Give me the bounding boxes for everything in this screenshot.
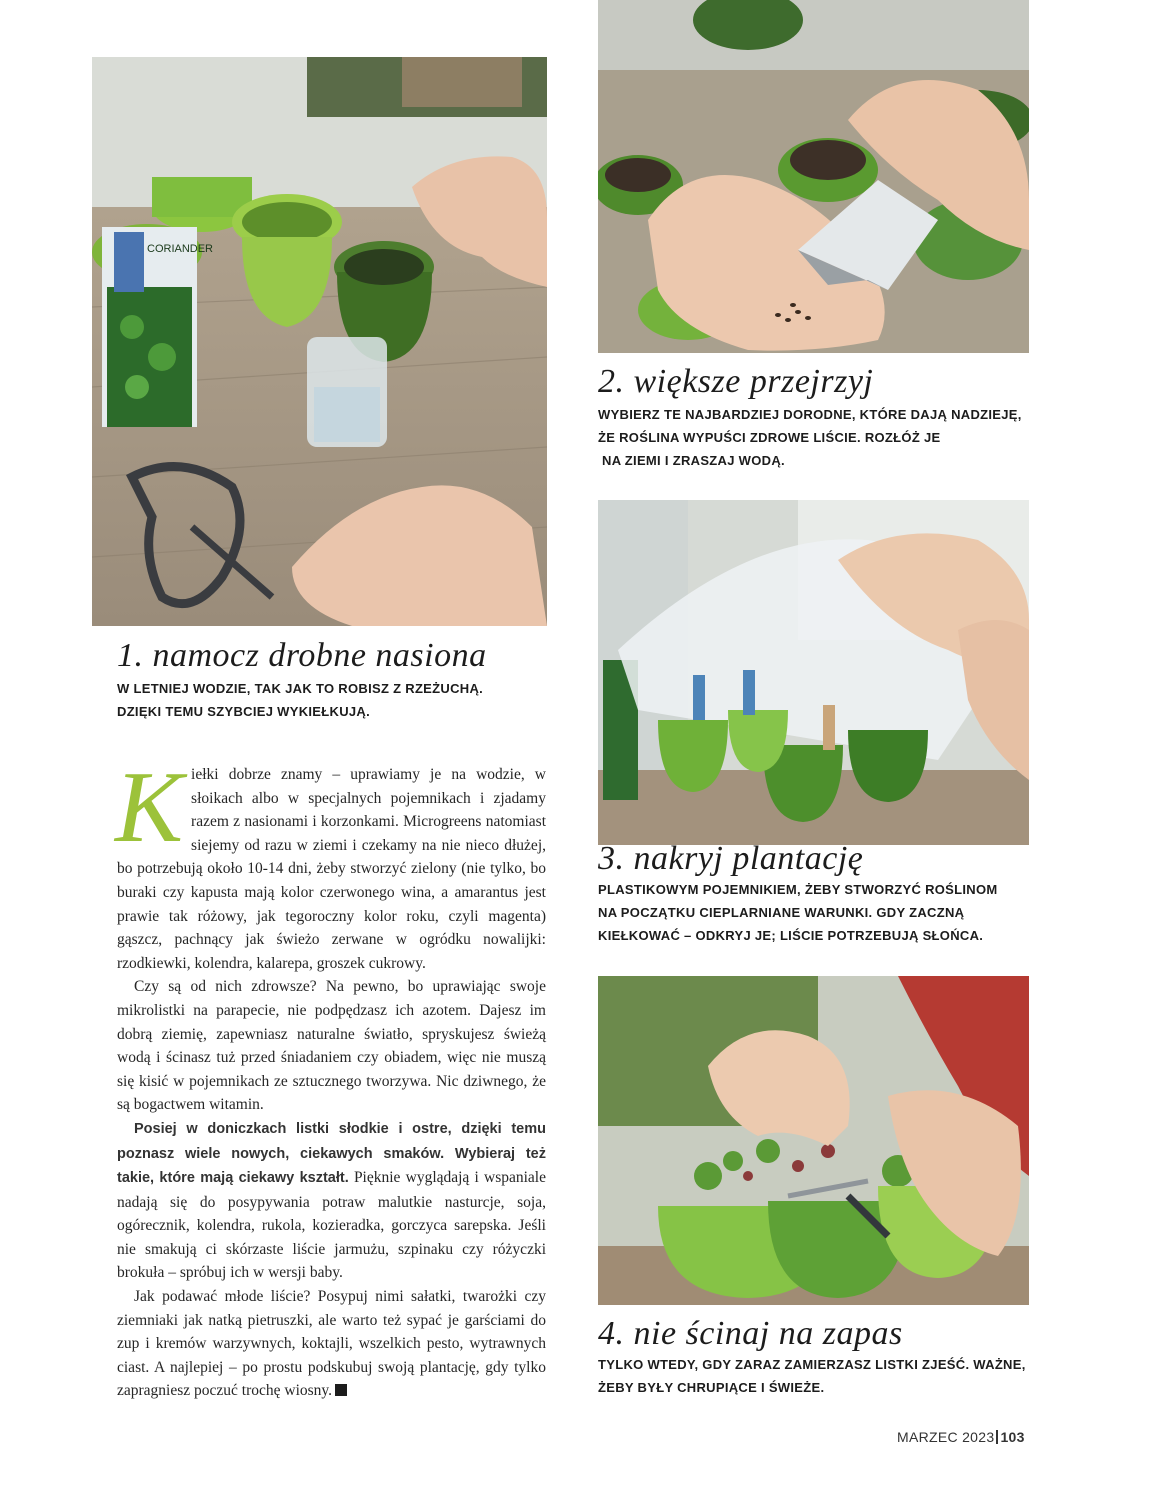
step-4-line: ŻEBY BYŁY CHRUPIĄCE I ŚWIEŻE. (598, 1380, 825, 1395)
step-1-description (117, 677, 483, 723)
photo-inspecting-seeds (598, 0, 1029, 353)
paragraph-health: Czy są od nich zdrowsze? Na pewno, bo uprawiając swoje mikrolistki na parapecie, nie podpędzasz ich azotem. Dajesz im dobrą ziemię, zapewniasz naturalne światło, spryskujesz świeżą wodą i ścinasz tuż przed śniadaniem czy obiadem, więc nie muszą się kisić w pojemnikach ze sztucznego tworzywa. Nic dziwnego, że są bogactwem witamin. (117, 978, 546, 1114)
footer-divider (996, 1430, 998, 1444)
packet-label: CORIANDER (147, 243, 214, 255)
step-4-description (598, 1353, 1026, 1399)
step-2-title: 2. większe przejrzyj (598, 363, 874, 400)
photo-soaking-seeds (92, 57, 547, 626)
step-3-line: PLASTIKOWYM POJEMNIKIEM, ŻEBY STWORZYĆ ROŚLINOM (598, 882, 998, 897)
paragraph-serving (117, 1285, 546, 1403)
issue-date: MARZEC 2023 (897, 1429, 995, 1445)
step-3-description (598, 878, 998, 947)
drop-cap: K (115, 751, 184, 864)
step-4-line: TYLKO WTEDY, GDY ZARAZ ZAMIERZASZ LISTKI ZJEŚĆ. WAŻNE, (598, 1357, 1026, 1372)
paragraph-varieties-lead: Posiej w doniczkach listki słodkie i ostre, dzięki temu poznasz wiele nowych, ciekawych smaków. Wybieraj też takie, które mają ciekawy kształt. (117, 1120, 546, 1187)
photo-covering-pots (598, 500, 1029, 845)
step-2-line: ŻE ROŚLINA WYPUŚCI ZDROWE LIŚCIE. ROZŁÓŻ JE (598, 430, 941, 445)
step-2-line: NA ZIEMI I ZRASZAJ WODĄ. (602, 453, 785, 468)
page-number: 103 (1000, 1429, 1025, 1445)
step-1-line: W LETNIEJ WODZIE, TAK JAK TO ROBISZ Z RZEŻUCHĄ. (117, 681, 484, 696)
paragraph-intro: iełki dobrze znamy – uprawiamy je na wodzie, w słoikach albo w specjalnych pojemnikach i zjadamy razem z nasionami i korzonkami. Microgreens natomiast siejemy od razu w ziemi i czekamy na nie nieco dłużej, bo potrzebują około 10-14 dni, żeby stworzyć zielony (nie tylko, bo buraki czy kapusta mają kolor czerwonego wina, a amarantus jest prawie tak różowy, jak tegoroczny kolor roku, czyli magenta) gąszcz, pachnący jak świeżo zerwane w ogródku nowalijki: rzodkiewki, kolendra, kalarepa, groszek cukrowy. (117, 766, 546, 972)
step-3-title: 3. nakryj plantację (598, 840, 864, 877)
paragraph-varieties-rest: Pięknie wyglądają i wspaniale nadają się do posypywania potraw malutkie nasturcje, soja, ogórecznik, kolendra, rukola, kozieradka, gorczyca sarepska. Jeśli nie smakują ci skórzaste liście jarmużu, szpinaku czy różyczki brokuła – spróbuj ich w wersji baby. (117, 1169, 546, 1282)
step-1-line: DZIĘKI TEMU SZYBCIEJ WYKIEŁKUJĄ. (117, 704, 371, 719)
step-3-line: NA POCZĄTKU CIEPLARNIANE WARUNKI. GDY ZACZNĄ (598, 905, 965, 920)
step-2-description (598, 403, 1022, 472)
step-4-title: 4. nie ścinaj na zapas (598, 1315, 903, 1352)
step-1-title: 1. namocz drobne nasiona (117, 637, 487, 674)
paragraph-serving-text: Jak podawać młode liście? Posypuj nimi sałatki, twarożki czy ziemniaki jak natką pietruszki, ale warto też sypać je garściami do zup i kremów warzywnych, koktajli, wszelkich pesto, wytrawnych ciast. A najlepiej – po prostu podskubuj swoją plantację, gdy tylko zapragniesz poczuć trochę wiosny. (117, 1288, 546, 1400)
step-3-line: KIEŁKOWAĆ – ODKRYJ JE; LIŚCIE POTRZEBUJĄ SŁOŃCA. (598, 928, 984, 943)
photo-harvesting-microgreens (598, 976, 1029, 1305)
page-footer (897, 1429, 1025, 1445)
end-of-article-mark (335, 1384, 347, 1396)
step-2-line: WYBIERZ TE NAJBARDZIEJ DORODNE, KTÓRE DAJĄ NADZIEJĘ, (598, 407, 1022, 422)
paragraph-varieties (117, 1117, 546, 1285)
article-body (115, 751, 546, 1403)
